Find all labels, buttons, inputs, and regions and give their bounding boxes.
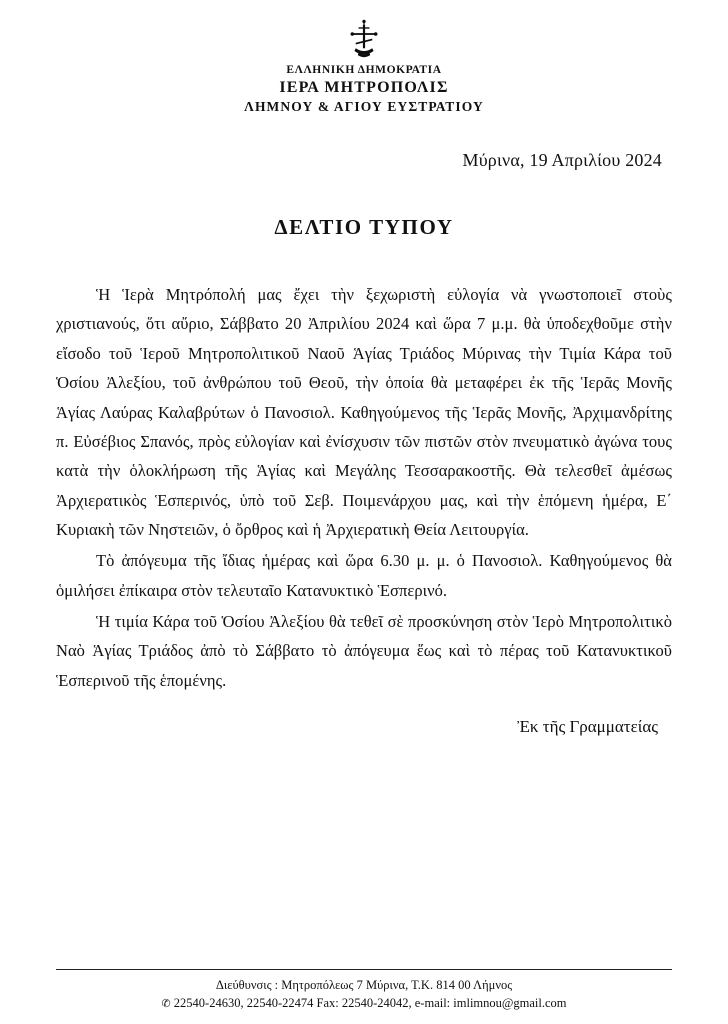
footer-divider	[56, 969, 672, 970]
footer-address: Διεύθυνσις : Μητροπόλεως 7 Μύρινα, Τ.Κ. 814 00 Λήμνος	[215, 977, 513, 992]
footer	[56, 969, 672, 1012]
letterhead	[56, 18, 672, 116]
body-paragraph: Ἡ τιμία Κάρα τοῦ Ὁσίου Ἀλεξίου θὰ τεθεῖ σὲ προσκύνηση στὸν Ἱερὸ Μητροπολιτικὸ Ναὸ Ἁγίας Τριάδος ἀπὸ τὸ Σάββατο τὸ ἀπόγευμα ἕως καὶ τὸ πέρας τοῦ Κατανυκτικοῦ Ἑσπερινοῦ τῆς ἑπομένης.	[56, 612, 672, 690]
letterhead-line-diocese: ΛΗΜΝΟΥ & ΑΓΙΟΥ ΕΥΣΤΡΑΤΙΟΥ	[244, 99, 484, 115]
body-paragraph: Ἡ Ἱερὰ Μητρόπολή μας ἔχει τὴν ξεχωριστὴ εὐλογία νὰ γνωστοποιεῖ στοὺς χριστιανούς, ὅτι αὔριο, Σάββατο 20 Ἀπριλίου 2024 καὶ ὥρα 7 μ.μ. θὰ ὑποδεχθοῦμε στὴν εἴσοδο τοῦ Ἱεροῦ Μητροπολιτικοῦ Ναοῦ Ἁγίας Τριάδος Μύρινας τὴν Τιμία Κάρα τοῦ Ὁσίου Ἀλεξίου, τοῦ ἀνθρώπου τοῦ Θεοῦ, τὴν ὁποία θὰ μεταφέρει ἐκ τῆς Ἱερᾶς Μονῆς Ἁγίας Λαύρας Καλαβρύτων ὁ Πανοσιολ. Καθηγούμενος τῆς Ἱερᾶς Μονῆς, Ἀρχιμανδρίτης π. Εὐσέβιος Σπανός, πρὸς εὐλογίαν καὶ ἐνίσχυσιν τῶν πιστῶν στὸν πνευματικὸ ἀγώνα τους κατὰ τὴν ὁλοκλήρωση τῆς Ἁγίας καὶ Μεγάλης Τεσσαρακοστῆς. Θὰ τελεσθεῖ ἀμέσως Ἀρχιερατικὸς Ἑσπερινός, ὑπὸ τοῦ Σεβ. Ποιμενάρχου μας, καὶ τὴν ἑπόμενη ἡμέρα, Ε΄ Κυριακὴ τῶν Νηστειῶν, ὁ ὄρθρος καὶ ἡ Ἀρχιερατικὴ Θεία Λειτουργία.	[56, 285, 672, 539]
page-title: ΔΕΛΤΙΟ ΤΥΠΟΥ	[274, 215, 454, 240]
letterhead-line-republic: ΕΛΛΗΝΙΚΗ ΔΗΜΟΚΡΑΤΙΑ	[286, 64, 442, 76]
telephone-icon: ✆	[161, 996, 171, 1010]
signoff: Ἐκ τῆς Γραμματείας	[517, 717, 658, 737]
body-paragraph: Τὸ ἀπόγευμα τῆς ἴδιας ἡμέρας καὶ ὥρα 6.30 μ. μ. ὁ Πανοσιολ. Καθηγούμενος θὰ ὁμιλήσει ἐπίκαιρα στὸν τελευταῖο Κατανυκτικὸ Ἑσπερινό.	[56, 551, 672, 600]
footer-contact-row	[56, 994, 672, 1012]
orthodox-cross-crest-icon	[343, 18, 385, 62]
document-body	[56, 280, 672, 695]
document-date: Μύρινα, 19 Απριλίου 2024	[462, 150, 662, 171]
footer-contact: 22540-24630, 22540-22474 Fax: 22540-24042, e-mail: imlimnou@gmail.com	[173, 995, 567, 1010]
letterhead-line-metropolis: ΙΕΡΑ ΜΗΤΡΟΠΟΛΙΣ	[279, 79, 449, 97]
